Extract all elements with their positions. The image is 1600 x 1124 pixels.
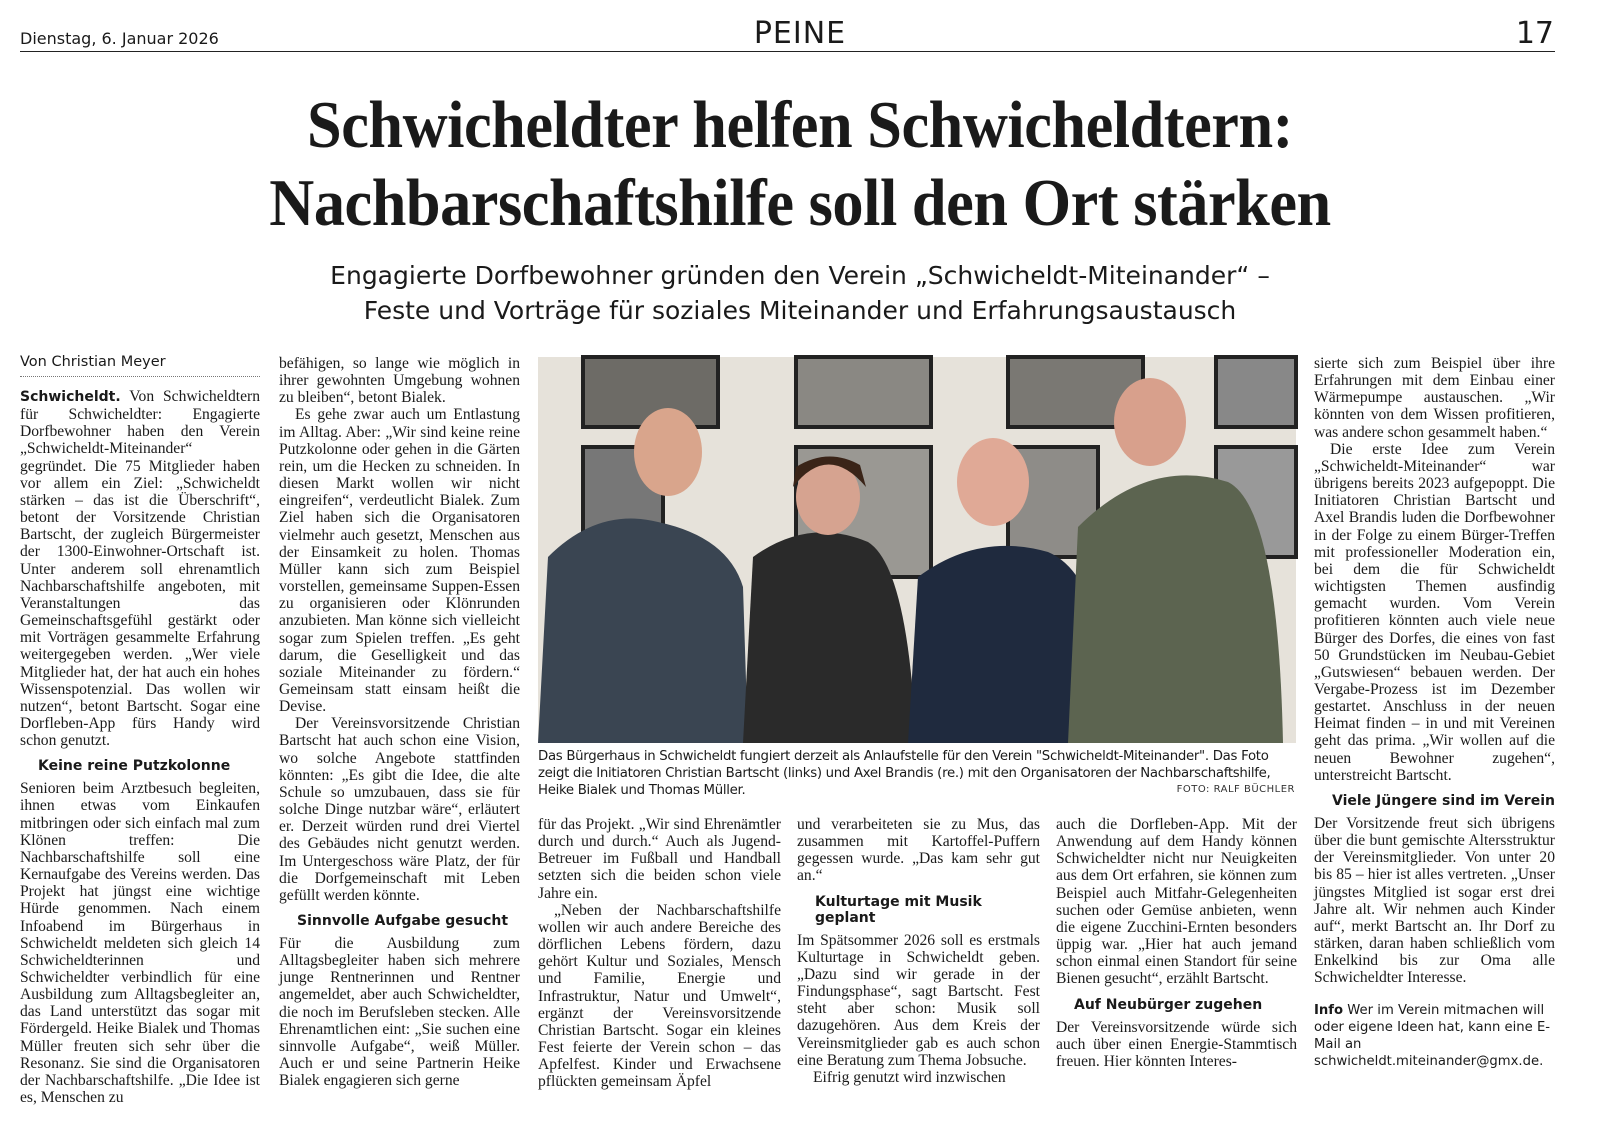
photo-caption: Das Bürgerhaus in Schwicheldt fungiert derzeit als Anlaufstelle für den Verein "Schwicheldt-Miteinander". Das Foto zeigt die Initiatoren Christian Bartscht (links) und Axel Brandis (re.) mit den Organisatoren der Nachbarschaftshilfe, Heike Bialek und Thomas Müller. [538,749,1271,798]
subheadline-line-2: Feste und Vorträge für soziales Miteinander und Erfahrungsaustausch [363,296,1237,325]
column-1 [20,388,260,1107]
paragraph-text: Von Schwicheldtern für Schwicheldter: Engagierte Dorfbewohner haben den Verein „Schwicheldt-Miteinander“ gegründet. Die 75 Mitglieder haben vor allem ein Ziel: „Schwicheldt stärken – das ist die Überschrift“, betont der Vorsitzende Christian Bartscht, der zugleich Bürgermeister der 1300-Einwohner-Ortschaft ist. Unter anderem soll ehrenamtlich Nachbarschaftshilfe angeboten, mit Veranstaltungen das Gemeinschaftsgefühl gestärkt oder mit Vorträgen gesammelte Erfahrung weitergegeben werden. „Wer viele Mitglieder hat, der hat auch ein hohes Wissenspotenzial. Das wollen wir nutzen“, betont Bartscht. Sogar eine Dorfleben-App fürs Handy wird schon genutzt. [20,388,260,750]
headline-line-1: Schwicheldter helfen Schwicheldtern: [307,88,1293,162]
header-rule [20,51,1555,52]
headline-line-2: Nachbarschaftshilfe soll den Ort stärken [269,166,1331,240]
paragraph: für das Projekt. „Wir sind Ehrenämtler durch und durch.“ Auch als Jugend-Betreuer im Fußball und Handball setzten sich die beiden schon viele Jahre ein. [538,816,781,902]
paragraph: „Neben der Nachbarschaftshilfe wollen wir auch andere Bereiche des dörflichen Lebens fördern, dazu gehört Kultur und Soziales, Mensch und Familie, Energie und Infrastruktur, Natur und Umwelt“, ergänzt der Vereinsvorsitzende Christian Bartscht. Sogar ein kleines Fest feierte der Verein schon – das Apfelfest. Kinder und Erwachsene pflückten gemeinsam Äpfel [538,901,781,1091]
paragraph: Im Spätsommer 2026 soll es erstmals Kulturtage in Schwicheldt geben. „Dazu sind wir gerade in der Findungsphase“, sagt Bartscht. Fest steht aber schon: Musik soll dazugehören. Aus dem Kreis der Vereinsmitglieder gab es auch schon eine Beratung zum Thema Jobsuche. [797,931,1040,1069]
paragraph: Es gehe zwar auch um Entlastung im Alltag. Aber: „Wir sind keine reine Putzkolonne oder gehen in die Gärten rein, um die Hecken zu schneiden. In diesen Markt wollen wir nicht eingreifen“, verdeutlicht Bialek. Zum Ziel haben sich die Organisatoren vielmehr auch gesetzt, Menschen aus der Einsamkeit zu holen. Thomas Müller kann sich zum Beispiel vorstellen, gemeinsame Suppen-Essen zu organisieren oder Klönrunden anzubieten. Man könne sich vielleicht sogar zum Spielen treffen. „Es geht darum, die Geselligkeit und das soziale Miteinander zu fördern.“ Gemeinsam statt einsam heißt die Devise. [279,406,520,716]
section-name: PEINE [753,16,847,51]
paragraph: Eifrig genutzt wird inzwischen [813,1068,1006,1086]
paragraph: Senioren beim Arztbesuch begleiten, ihnen etwas vom Einkaufen mitbringen oder sich einfach mal zum Klönen treffen: Die Nachbarschaftshilfe soll eine Kernaufgabe des Vereins werden. Das Projekt hat jüngst eine wichtige Hürde genommen. Nach einem Infoabend im Bürgerhaus in Schwicheldt meldeten sich gleich 14 Schwicheldterinnen und Schwicheldter verbindlich für eine Ausbildung zum Alltagsbegleiter an, das Land unterstützt das sogar mit Fördergeld. Heike Bialek und Thomas Müller freuten sich sehr über die Resonanz. Sie sind die Organisatoren der Nachbarschaftshilfe. „Die Idee ist es, Menschen zu [20,780,260,1107]
info-text: Wer im Verein mitmachen will oder eigene Ideen hat, kann eine E-Mail an schwicheldt.miteinander@gmx.de. [1314,1003,1551,1070]
info-box [1314,1002,1555,1070]
paragraph: Die erste Idee zum Verein „Schwicheldt-Miteinander“ war übrigens bereits 2023 aufgepoppt. Die Initiatoren Christian Bartscht und Axel Brandis luden die Dorfbewohner in der Folge zu einem Bürger-Treffen mit professioneller Moderation ein, bei dem die für Schwicheldt wichtigsten Themen ausfindig gemacht wurden. Vom Verein profitieren könnten auch viele neue Bürger des Dorfes, die eines von fast 50 Grundstücken im Neubau-Gebiet „Gutswiesen“ bebauen werden. Der Vergabe-Prozess ist im Dezember gestartet. Anschluss in der neuen Heimat finden – in und mit Vereinen geht das prima. „Wir wollen auf die neuen Bewohner zugehen“, unterstreicht Bartscht. [1314,440,1555,784]
column-6 [1314,355,1555,1090]
subheading: Sinnvolle Aufgabe gesucht [297,913,509,929]
paragraph: Der Vereinsvorsitzende Christian Bartscht hat auch schon eine Vision, wo solche Angebote stattfinden könnten: „Es gibt die Idee, die alte Schule so umzubauen, dass sie für solche Dinge nutzbar wäre“, erläutert er. Derzeit würden rund drei Viertel des Gebäudes nicht genutzt werden. Im Untergeschoss wäre Platz, der für die Dorfgemeinschaft mit Leben gefüllt werden könnte. [279,715,520,904]
paragraph: befähigen, so lange wie möglich in ihrer gewohnten Umgebung wohnen zu bleiben“, betont Bialek. [279,355,520,407]
subheading: Keine reine Putzkolonne [38,758,231,775]
column-5 [1056,816,1297,1090]
subheading: Auf Neubürger zugehen [1074,996,1263,1013]
byline-divider [20,376,260,377]
info-label: Info [1314,1003,1344,1019]
subheadline-line-1: Engagierte Dorfbewohner gründen den Verein „Schwicheldt-Miteinander“ – [330,261,1270,290]
headline [0,86,1600,242]
issue-date: Dienstag, 6. Januar 2026 [20,29,219,48]
paragraph: Der Vereinsvorsitzende würde sich auch über einen Energie-Stammtisch freuen. Hier könnten Interes- [1056,1018,1297,1070]
paragraph: Für die Ausbildung zum Alltagsbegleiter haben sich mehrere junge Rentnerinnen und Rentner angemeldet, aber auch Schwicheldter, die noch im Berufsleben stecken. Alle Ehrenamtlichen eint: „Sie suchen eine sinnvolle Aufgabe“, weiß Müller. Auch er und seine Partnerin Heike Bialek engagieren sich gerne [279,935,520,1090]
byline: Von Christian Meyer [20,354,166,370]
page-number: 17 [1515,16,1554,51]
paragraph [20,388,260,749]
paragraph: sierte sich zum Beispiel über ihre Erfahrungen mit dem Einbau einer Wärmepumpe austauschen. „Wir könnten von dem Wissen profitieren, was andere schon gesammelt haben.“ [1314,355,1555,441]
paragraph: auch die Dorfleben-App. Mit der Anwendung auf dem Handy können Schwicheldter nicht nur Neuigkeiten aus dem Ort erfahren, sie können zum Beispiel auch Mitfahr-Gelegenheiten suchen oder Gemüse anbieten, wenn die eigene Zucchini-Ernten besonders üppig war. „Hier hat auch jemand schon einmal einen Standort für seine Bienen gesucht“, erzählt Bartscht. [1056,816,1297,988]
group-photo-illustration [538,357,1296,743]
paragraph: und verarbeiteten sie zu Mus, das zusammen mit Kartoffel-Puffern gegessen wurde. „Das kam sehr gut an.“ [797,816,1040,885]
column-3 [538,816,781,1090]
subheading: Kulturtage mit Musik geplant [815,893,982,926]
subheading: Viele Jüngere sind im Verein [1332,792,1555,809]
column-4 [797,816,1040,1090]
dateline: Schwicheldt. [20,389,121,405]
subheadline [0,258,1600,328]
paragraph: Der Vorsitzende freut sich übrigens über die bunt gemischte Altersstruktur der Vereinsmitglieder. Von unter 20 bis 85 – hier ist alles vertreten. „Unser jüngstes Mitglied ist sogar erst drei Jahre alt. Wir nehmen auch Kinder auf“, merkt Bartscht an. Ihr Dorf zu stärken, daran haben schließlich vom Enkelkind bis zur Oma alle Schwicheldter Interesse. [1314,814,1555,987]
column-2 [279,355,520,1090]
photo-credit: FOTO: RALF BÜCHLER [1176,784,1295,795]
article-photo [538,357,1296,743]
